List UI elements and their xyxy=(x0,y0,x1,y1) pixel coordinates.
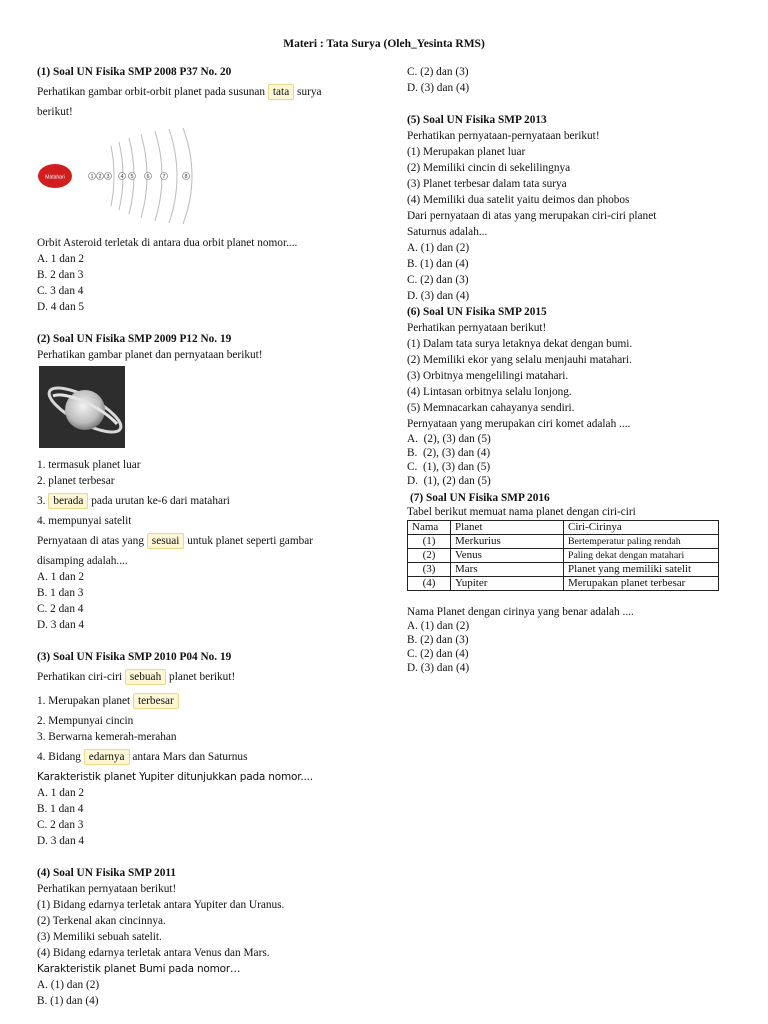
question-2-text xyxy=(37,529,377,553)
option: B. (1) dan (4) xyxy=(407,258,469,270)
statement: (1) Dalam tata surya letaknya dekat dengan bumi. xyxy=(407,338,633,350)
statement: 4. mempunyai satelit xyxy=(37,515,132,527)
table-row xyxy=(408,535,719,549)
option: C. (2) dan (3) xyxy=(407,66,469,78)
option: C. 2 dan 3 xyxy=(37,819,84,831)
option: C. (2) dan (4) xyxy=(407,648,469,660)
option: D. (3) dan (4) xyxy=(407,82,470,94)
question-text: untuk planet seperti gambar xyxy=(187,535,314,547)
orbit-number: 1 xyxy=(90,174,94,180)
statement: (3) Memiliki sebuah satelit. xyxy=(37,931,162,943)
option: D. 4 dan 5 xyxy=(37,301,85,313)
table-row xyxy=(408,563,719,577)
option: D. 3 dan 4 xyxy=(37,835,85,847)
table-cell: Planet yang memiliki satelit xyxy=(564,563,719,577)
question-2-heading: (2) Soal UN Fisika SMP 2009 P12 No. 19 xyxy=(37,333,232,345)
option: C. (1), (3) dan (5) xyxy=(407,461,491,473)
question-6-intro: Perhatikan pernyataan berikut! xyxy=(407,322,547,334)
option: D. 3 dan 4 xyxy=(37,619,85,631)
question-2-intro: Perhatikan gambar planet dan pernyataan berikut! xyxy=(37,349,263,361)
option: C. 3 dan 4 xyxy=(37,285,84,297)
table-cell: (3) xyxy=(408,563,451,577)
option: A. (1) dan (2) xyxy=(407,242,470,254)
question-3-heading: (3) Soal UN Fisika SMP 2010 P04 No. 19 xyxy=(37,651,232,663)
option: B. 1 dan 4 xyxy=(37,803,84,815)
option: D. (3) dan (4) xyxy=(407,662,470,674)
option: D. (3) dan (4) xyxy=(407,290,470,302)
highlighted-word: sesuai xyxy=(147,533,185,549)
table-cell: Mars xyxy=(451,563,564,577)
option: A. (1) dan (2) xyxy=(37,979,100,991)
highlighted-word: edarnya xyxy=(84,749,130,765)
question-1-heading: (1) Soal UN Fisika SMP 2008 P37 No. 20 xyxy=(37,66,232,78)
table-cell: Paling dekat dengan matahari xyxy=(564,549,719,563)
question-7-intro: Tabel berikut memuat nama planet dengan ciri-ciri xyxy=(407,506,636,518)
question-6-heading: (6) Soal UN Fisika SMP 2015 xyxy=(407,306,547,318)
statement: (4) Lintasan orbitnya selalu lonjong. xyxy=(407,386,572,398)
option: B. 1 dan 3 xyxy=(37,587,84,599)
table-row xyxy=(408,549,719,563)
table-cell: (4) xyxy=(408,577,451,591)
table-cell: Venus xyxy=(451,549,564,563)
orbit-number: 7 xyxy=(162,174,166,180)
option: A. 1 dan 2 xyxy=(37,787,85,799)
orbit-number: 5 xyxy=(130,174,134,180)
option: C. 2 dan 4 xyxy=(37,603,84,615)
table-header: Ciri-Cirinya xyxy=(564,521,719,535)
statement-text: 4. Bidang xyxy=(37,751,81,763)
saturn-image xyxy=(39,366,125,448)
statement: 2. Mempunyai cincin xyxy=(37,715,134,727)
question-1 xyxy=(37,64,377,315)
table-header: Nama xyxy=(408,521,451,535)
question-4-continued xyxy=(407,64,725,96)
question-6-text: Pernyataan yang merupakan ciri komet adalah .... xyxy=(407,418,631,430)
option: B. (2), (3) dan (4) xyxy=(407,447,491,459)
highlighted-word: sebuah xyxy=(125,669,166,685)
question-7 xyxy=(407,490,725,675)
statement: 2. planet terbesar xyxy=(37,475,115,487)
left-column xyxy=(37,64,377,1009)
orbit-number: 4 xyxy=(120,174,124,180)
question-3-text: Karakteristik planet Yupiter ditunjukkan pada nomor.... xyxy=(37,771,313,783)
intro-text: surya xyxy=(297,86,322,98)
table-cell: (2) xyxy=(408,549,451,563)
table-cell: Bertemperatur paling rendah xyxy=(564,535,719,549)
option: B. 2 dan 3 xyxy=(37,269,84,281)
question-4-intro: Perhatikan pernyataan berikut! xyxy=(37,883,177,895)
question-7-heading: (7) Soal UN Fisika SMP 2016 xyxy=(410,492,550,504)
highlighted-word: tata xyxy=(268,84,294,100)
question-3 xyxy=(37,649,377,849)
orbit-diagram xyxy=(37,126,207,226)
option: C. (2) dan (3) xyxy=(407,274,469,286)
question-3-intro xyxy=(37,665,377,689)
question-5-heading: (5) Soal UN Fisika SMP 2013 xyxy=(407,114,547,126)
statement: (2) Terkenal akan cincinnya. xyxy=(37,915,166,927)
table-row xyxy=(408,577,719,591)
table-cell: Yupiter xyxy=(451,577,564,591)
option: B. (2) dan (3) xyxy=(407,634,469,646)
question-text: Pernyataan di atas yang xyxy=(37,535,144,547)
question-2 xyxy=(37,331,377,633)
statement: 1. termasuk planet luar xyxy=(37,459,141,471)
statement: (5) Memnacarkan cahayanya sendiri. xyxy=(407,402,575,414)
sun-label: Matahari xyxy=(45,174,65,181)
right-column xyxy=(407,64,725,675)
intro-text: planet berikut! xyxy=(169,671,236,683)
statement: (1) Merupakan planet luar xyxy=(407,146,526,158)
highlighted-word: terbesar xyxy=(133,693,179,709)
question-5-intro: Perhatikan pernyataan-pernyataan berikut! xyxy=(407,130,600,142)
statement xyxy=(37,489,377,513)
statement-text: antara Mars dan Saturnus xyxy=(132,751,248,763)
option: A. 1 dan 2 xyxy=(37,253,85,265)
planet-table xyxy=(407,520,719,591)
question-4 xyxy=(37,865,377,1009)
option: A. (2), (3) dan (5) xyxy=(407,433,491,445)
statement: (4) Bidang edarnya terletak antara Venus dan Mars. xyxy=(37,947,270,959)
option: D. (1), (2) dan (5) xyxy=(407,475,491,487)
statement-text: pada urutan ke-6 dari matahari xyxy=(91,495,230,507)
statement-text: 1. Merupakan planet xyxy=(37,695,131,707)
question-5 xyxy=(407,112,725,304)
page-title: Materi : Tata Surya (Oleh_Yesinta RMS) xyxy=(283,38,485,50)
orbit-number: 2 xyxy=(98,174,102,180)
option: A. (1) dan (2) xyxy=(407,620,470,632)
orbit-number: 6 xyxy=(146,174,150,180)
statement: (2) Memiliki cincin di sekelilingnya xyxy=(407,162,571,174)
statement: (3) Planet terbesar dalam tata surya xyxy=(407,178,567,190)
option: A. 1 dan 2 xyxy=(37,571,85,583)
statement-text: 3. xyxy=(37,495,46,507)
table-header: Planet xyxy=(451,521,564,535)
table-cell: (1) xyxy=(408,535,451,549)
orbit-number: 8 xyxy=(184,174,188,180)
intro-text: Perhatikan gambar orbit-orbit planet pada susunan xyxy=(37,86,266,98)
question-2-text-cont: disamping adalah.... xyxy=(37,555,128,567)
statement xyxy=(37,745,377,769)
orbit-number: 3 xyxy=(106,174,110,180)
statement: (3) Orbitnya mengelilingi matahari. xyxy=(407,370,569,382)
question-6 xyxy=(407,304,725,488)
question-1-text: Orbit Asteroid terletak di antara dua orbit planet nomor.... xyxy=(37,237,298,249)
question-5-text: Dari pernyataan di atas yang merupakan ciri-ciri planet xyxy=(407,210,657,222)
intro-text: Perhatikan ciri-ciri xyxy=(37,671,123,683)
question-5-text-cont: Saturnus adalah... xyxy=(407,226,488,238)
statement xyxy=(37,689,377,713)
table-header-row xyxy=(408,521,719,535)
table-cell: Merupakan planet terbesar xyxy=(564,577,719,591)
statement: (1) Bidang edarnya terletak antara Yupiter dan Uranus. xyxy=(37,899,285,911)
statement: (2) Memiliki ekor yang selalu menjauhi matahari. xyxy=(407,354,632,366)
question-1-intro-cont: berikut! xyxy=(37,106,73,118)
question-1-intro xyxy=(37,80,377,104)
question-7-text: Nama Planet dengan cirinya yang benar adalah .... xyxy=(407,606,634,618)
statement: (4) Memiliki dua satelit yaitu deimos dan phobos xyxy=(407,194,630,206)
question-4-heading: (4) Soal UN Fisika SMP 2011 xyxy=(37,867,177,879)
table-cell: Merkurius xyxy=(451,535,564,549)
option: B. (1) dan (4) xyxy=(37,995,99,1007)
statement: 3. Berwarna kemerah-merahan xyxy=(37,731,177,743)
highlighted-word: berada xyxy=(48,493,88,509)
question-4-text: Karakteristik planet Bumi pada nomor… xyxy=(37,963,241,975)
